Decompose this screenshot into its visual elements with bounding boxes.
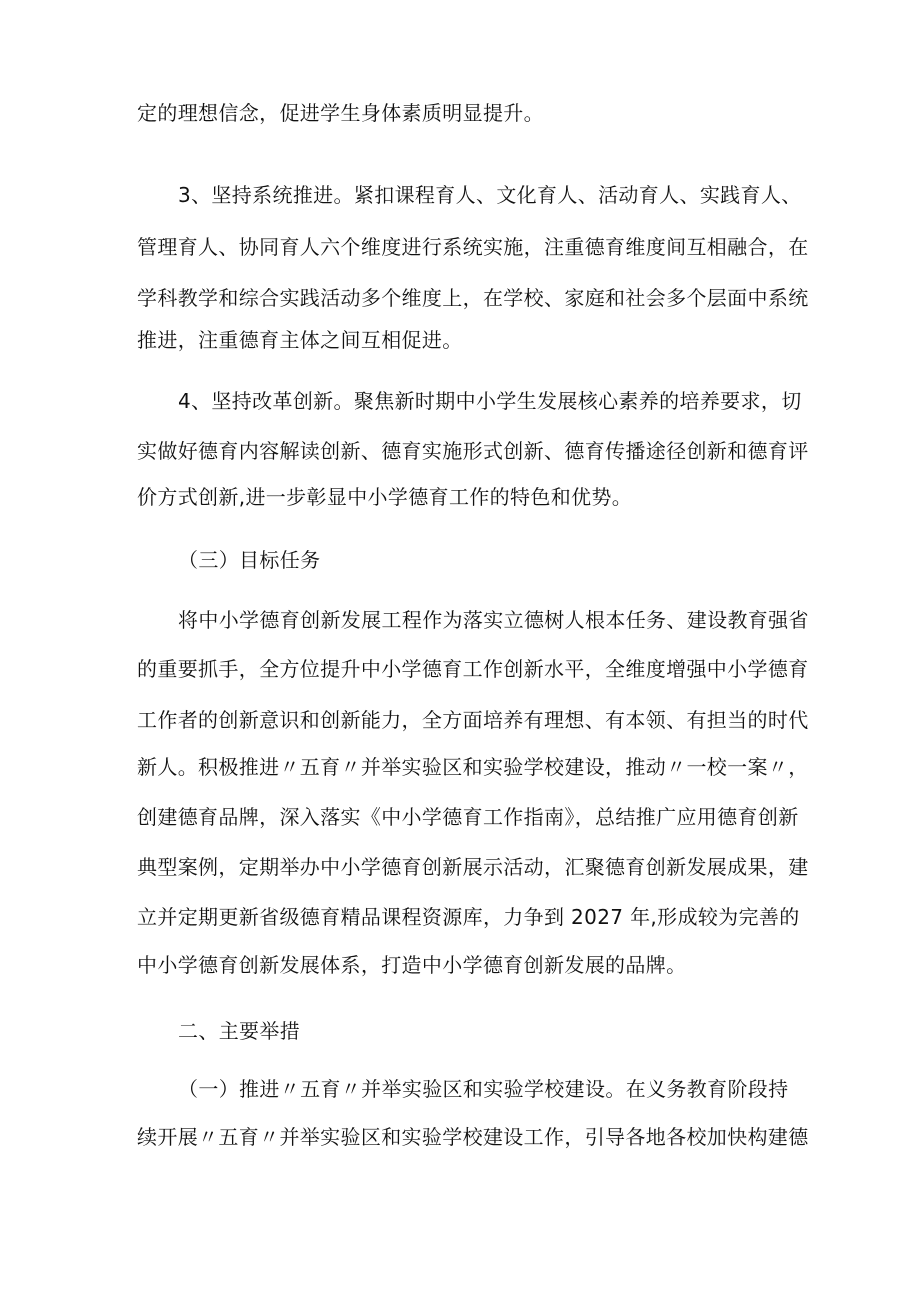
text-line: 实做好德育内容解读创新、德育实施形式创新、德育传播途径创新和德育评 [137, 439, 809, 463]
text-line: 价方式创新,进一步彰显中小学德育工作的特色和优势。 [137, 485, 633, 509]
text-line: 典型案例，定期举办中小学德育创新展示活动，汇聚德育创新发展成果，建 [137, 855, 809, 879]
text-line: 推进，注重德育主体之间互相促进。 [137, 328, 463, 352]
text-line: 中小学德育创新发展体系，打造中小学德育创新发展的品牌。 [137, 953, 687, 977]
text-line: 新人。积极推进〃五育〃并举实验区和实验学校建设，推动〃一校一案〃， [137, 755, 809, 779]
text-line: 3、坚持系统推进。紧扣课程育人、文化育人、活动育人、实践育人、 [178, 183, 802, 207]
text-line: 创建德育品牌，深入落实《中小学德育工作指南》，总结推广应用德育创新 [137, 805, 799, 829]
section-heading: 二、主要举措 [178, 1019, 301, 1043]
text-line: 工作者的创新意识和创新能力，全方面培养有理想、有本领、有担当的时代 [137, 708, 809, 732]
text-line: 管理育人、协同育人六个维度进行系统实施，注重德育维度间互相融合，在 [137, 235, 809, 259]
text-line: （一）推进〃五育〃并举实验区和实验学校建设。在义务教育阶段持 [178, 1077, 789, 1101]
text-line: 将中小学德育创新发展工程作为落实立德树人根本任务、建设教育强省 [178, 608, 809, 632]
text-line: 的重要抓手，全方位提升中小学德育工作创新水平，全维度增强中小学德育 [137, 657, 809, 681]
text-line: 4、坚持改革创新。聚焦新时期中小学生发展核心素养的培养要求，切 [178, 389, 802, 413]
text-line: 学科教学和综合实践活动多个维度上，在学校、家庭和社会多个层面中系统 [137, 286, 809, 310]
text-line: 立并定期更新省级德育精品课程资源库，力争到 2027 年,形成较为完善的 [137, 905, 800, 929]
text-line: 续开展〃五育〃并举实验区和实验学校建设工作，引导各地各校加快构建德 [137, 1125, 809, 1149]
section-heading: （三）目标任务 [178, 548, 321, 572]
text-line: 定的理想信念，促进学生身体素质明显提升。 [137, 101, 544, 125]
